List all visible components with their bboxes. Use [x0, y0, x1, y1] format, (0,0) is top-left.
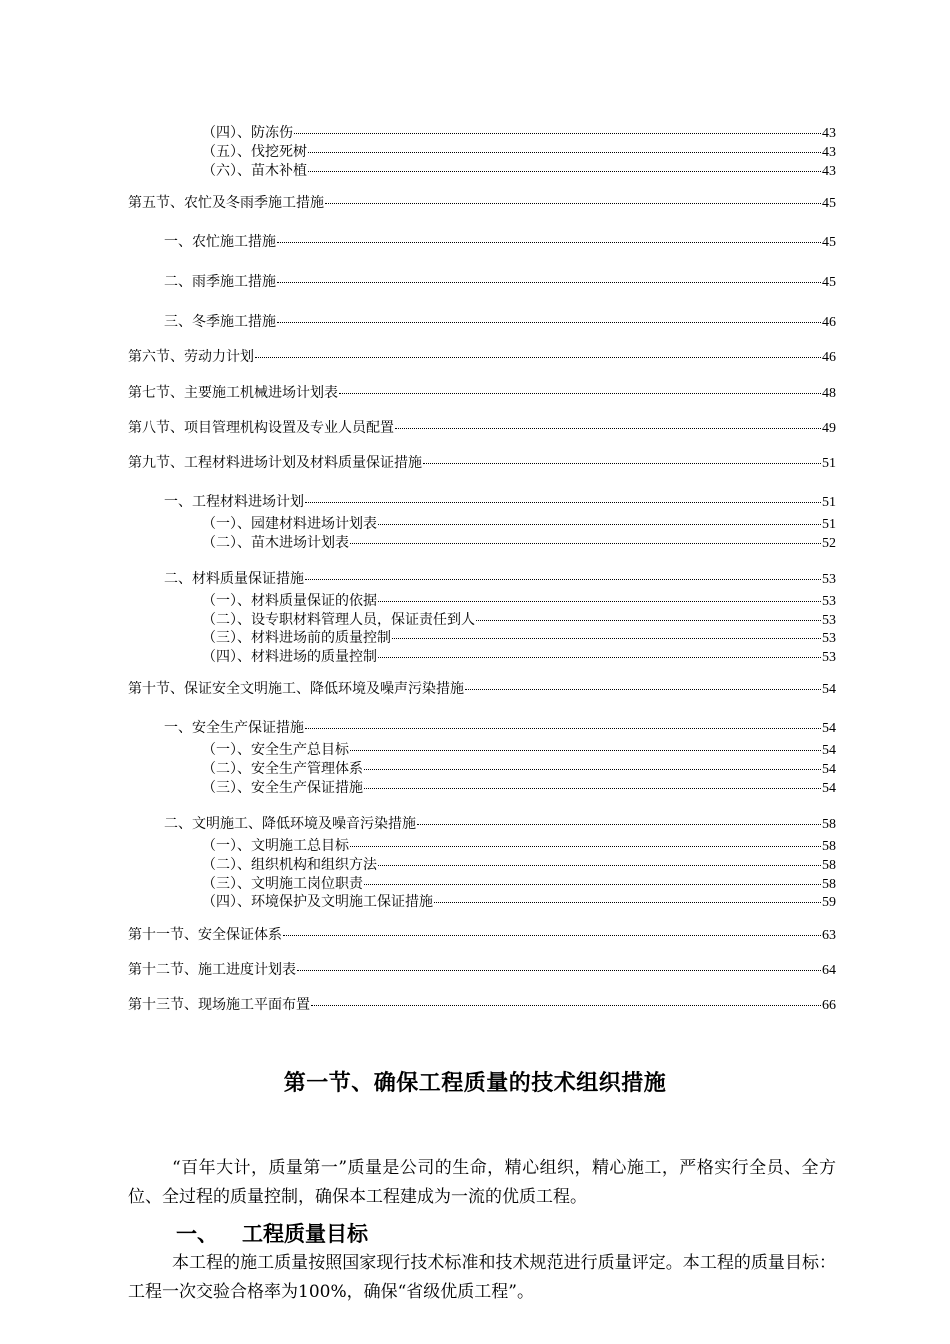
toc-entry-label: 二、文明施工、降低环境及噪音污染措施 — [164, 816, 416, 832]
toc-page-number: 58 — [822, 817, 836, 832]
toc-leader-dots — [308, 171, 821, 172]
toc-entry[interactable] — [128, 996, 836, 1014]
toc-entry[interactable] — [202, 124, 836, 142]
toc-page-number: 54 — [822, 721, 836, 736]
toc-page-number: 63 — [822, 928, 836, 943]
toc-entry[interactable] — [202, 893, 836, 911]
subheading — [176, 1218, 368, 1248]
toc-leader-dots — [255, 357, 821, 358]
toc-leader-dots — [305, 728, 821, 729]
toc-page-number: 43 — [822, 164, 836, 179]
toc-entry[interactable] — [202, 856, 836, 874]
toc-entry-label: 第六节、劳动力计划 — [128, 349, 254, 365]
toc-entry[interactable] — [202, 741, 836, 759]
toc-page-number: 51 — [822, 456, 836, 471]
toc-leader-dots — [417, 824, 821, 825]
toc-page-number: 51 — [822, 517, 836, 532]
toc-entry-label: 第十三节、现场施工平面布置 — [128, 997, 310, 1013]
toc-leader-dots — [378, 865, 821, 866]
toc-page-number: 53 — [822, 613, 836, 628]
toc-entry-label: （五）、伐挖死树 — [202, 144, 307, 160]
toc-entry[interactable] — [128, 348, 836, 366]
toc-entry[interactable] — [128, 419, 836, 437]
toc-leader-dots — [423, 463, 821, 464]
toc-page-number: 45 — [822, 275, 836, 290]
toc-entry[interactable] — [164, 719, 836, 737]
toc-entry-label: 第十节、保证安全文明施工、降低环境及噪声污染措施 — [128, 681, 464, 697]
toc-leader-dots — [476, 620, 821, 621]
toc-entry-label: （四）、环境保护及文明施工保证措施 — [202, 894, 433, 910]
toc-page-number: 54 — [822, 762, 836, 777]
toc-leader-dots — [378, 524, 821, 525]
toc-page-number: 48 — [822, 386, 836, 401]
toc-entry[interactable] — [202, 534, 836, 552]
toc-entry-label: 二、雨季施工措施 — [164, 274, 276, 290]
toc-entry[interactable] — [202, 162, 836, 180]
toc-leader-dots — [378, 657, 821, 658]
toc-entry-label: 二、材料质量保证措施 — [164, 571, 304, 587]
toc-entry-label: 第十二节、施工进度计划表 — [128, 962, 296, 978]
toc-entry[interactable] — [202, 611, 836, 629]
toc-leader-dots — [364, 884, 821, 885]
toc-entry-label: （四）、材料进场的质量控制 — [202, 649, 377, 665]
toc-entry-label: （二）、安全生产管理体系 — [202, 761, 363, 777]
toc-entry-label: 一、农忙施工措施 — [164, 234, 276, 250]
toc-entry-label: （一）、安全生产总目标 — [202, 742, 349, 758]
toc-entry-label: （四）、防冻伤 — [202, 125, 293, 141]
toc-page-number: 51 — [822, 495, 836, 510]
toc-entry[interactable] — [164, 273, 836, 291]
toc-page-number: 43 — [822, 145, 836, 160]
toc-page-number: 64 — [822, 963, 836, 978]
intro-paragraph: “百年大计，质量第一”质量是公司的生命，精心组织，精心施工，严格实行全员、全方位、全过程的质量控制，确保本工程建成为一流的优质工程。 — [128, 1158, 836, 1207]
toc-entry-label: 第十一节、安全保证体系 — [128, 927, 282, 943]
toc-entry-label: 第九节、工程材料进场计划及材料质量保证措施 — [128, 455, 422, 471]
toc-entry[interactable] — [202, 837, 836, 855]
toc-entry-label: 一、工程材料进场计划 — [164, 494, 304, 510]
toc-leader-dots — [277, 322, 821, 323]
toc-entry-label: （二）、组织机构和组织方法 — [202, 857, 377, 873]
toc-entry-label: （一）、材料质量保证的依据 — [202, 593, 377, 609]
toc-leader-dots — [350, 543, 821, 544]
toc-leader-dots — [277, 242, 821, 243]
toc-page-number: 45 — [822, 196, 836, 211]
toc-entry-label: （三）、安全生产保证措施 — [202, 780, 363, 796]
toc-page-number: 54 — [822, 682, 836, 697]
toc-leader-dots — [434, 902, 821, 903]
toc-page-number: 58 — [822, 858, 836, 873]
toc-leader-dots — [305, 579, 821, 580]
toc-leader-dots — [392, 638, 821, 639]
toc-entry[interactable] — [202, 779, 836, 797]
toc-entry-label: 三、冬季施工措施 — [164, 314, 276, 330]
toc-entry[interactable] — [128, 961, 836, 979]
toc-entry[interactable] — [202, 648, 836, 666]
toc-leader-dots — [308, 152, 821, 153]
toc-leader-dots — [350, 846, 821, 847]
toc-page-number: 49 — [822, 421, 836, 436]
toc-entry-label: （一）、文明施工总目标 — [202, 838, 349, 854]
toc-page-number: 58 — [822, 877, 836, 892]
toc-entry[interactable] — [164, 313, 836, 331]
toc-leader-dots — [277, 282, 821, 283]
toc-entry[interactable] — [202, 629, 836, 647]
toc-entry[interactable] — [164, 233, 836, 251]
toc-leader-dots — [378, 601, 821, 602]
toc-page-number: 46 — [822, 315, 836, 330]
toc-entry-label: 第七节、主要施工机械进场计划表 — [128, 385, 338, 401]
toc-leader-dots — [395, 428, 821, 429]
subheading-number: 一、 — [176, 1221, 218, 1246]
toc-entry-label: （六）、苗木补植 — [202, 163, 307, 179]
toc-entry-label: （二）、苗木进场计划表 — [202, 535, 349, 551]
toc-page-number: 46 — [822, 350, 836, 365]
toc-entry[interactable] — [164, 570, 836, 588]
toc-page-number: 53 — [822, 572, 836, 587]
toc-page-number: 54 — [822, 743, 836, 758]
toc-entry[interactable] — [128, 680, 836, 698]
toc-page-number: 53 — [822, 631, 836, 646]
toc-entry[interactable] — [164, 493, 836, 511]
toc-leader-dots — [350, 750, 821, 751]
toc-entry[interactable] — [128, 384, 836, 402]
toc-leader-dots — [283, 935, 821, 936]
toc-entry[interactable] — [202, 760, 836, 778]
toc-leader-dots — [311, 1005, 821, 1006]
toc-page-number: 52 — [822, 536, 836, 551]
toc-entry-label: （二）、设专职材料管理人员，保证责任到人 — [202, 612, 475, 628]
toc-entry-label: 第八节、项目管理机构设置及专业人员配置 — [128, 420, 394, 436]
toc-entry-label: （三）、材料进场前的质量控制 — [202, 630, 391, 646]
toc-page-number: 53 — [822, 594, 836, 609]
toc-entry[interactable] — [202, 875, 836, 893]
toc-entry-label: 第五节、农忙及冬雨季施工措施 — [128, 195, 324, 211]
toc-page-number: 45 — [822, 235, 836, 250]
toc-page-number: 59 — [822, 895, 836, 910]
toc-leader-dots — [364, 769, 821, 770]
toc-entry[interactable] — [202, 143, 836, 161]
toc-entry[interactable] — [164, 815, 836, 833]
toc-entry-label: （一）、园建材料进场计划表 — [202, 516, 377, 532]
toc-leader-dots — [364, 788, 821, 789]
section-title: 第一节、确保工程质量的技术组织措施 — [283, 1070, 667, 1096]
body-paragraph: 本工程的施工质量按照国家现行技术标准和技术规范进行质量评定。本工程的质量目标：工程一次交验合格率为100%，确保“省级优质工程”。 — [128, 1253, 836, 1302]
toc-entry-label: 一、安全生产保证措施 — [164, 720, 304, 736]
toc-page-number: 53 — [822, 650, 836, 665]
toc-leader-dots — [465, 689, 821, 690]
toc-leader-dots — [305, 502, 821, 503]
toc-entry[interactable] — [202, 515, 836, 533]
toc-page-number: 54 — [822, 781, 836, 796]
subheading-text: 工程质量目标 — [242, 1221, 368, 1246]
toc-entry[interactable] — [128, 194, 836, 212]
toc-leader-dots — [294, 133, 821, 134]
toc-leader-dots — [339, 393, 821, 394]
toc-page-number: 66 — [822, 998, 836, 1013]
toc-leader-dots — [297, 970, 821, 971]
toc-entry[interactable] — [128, 454, 836, 472]
toc-entry[interactable] — [202, 592, 836, 610]
toc-page-number: 58 — [822, 839, 836, 854]
toc-entry-label: （三）、文明施工岗位职责 — [202, 876, 363, 892]
toc-leader-dots — [325, 203, 821, 204]
toc-page-number: 43 — [822, 126, 836, 141]
toc-entry[interactable] — [128, 926, 836, 944]
